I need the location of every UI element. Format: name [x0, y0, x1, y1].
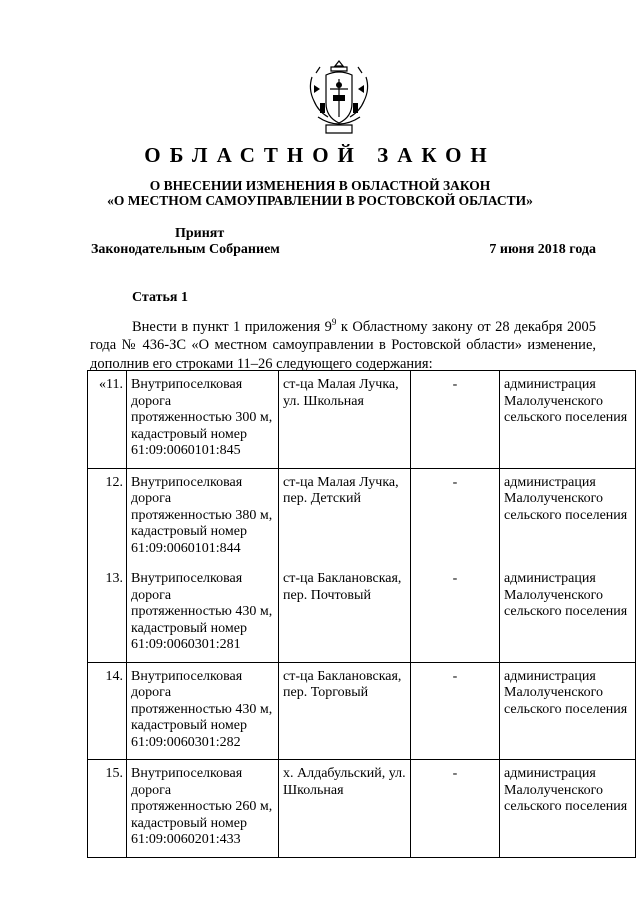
- object-location: ст-ца Малая Лучка, пер. Детский: [279, 468, 411, 565]
- coat-of-arms-icon: [304, 57, 374, 139]
- object-holder: администрация Малолученского сельского поселения: [500, 760, 636, 858]
- article-heading: Статья 1: [132, 290, 188, 305]
- object-description: Внутрипоселковая дорога протяженностью 430 м, кадастровый номер 61:09:0060301:282: [127, 662, 279, 760]
- object-description: Внутрипоселковая дорога протяженностью 430 м, кадастровый номер 61:09:0060301:281: [127, 565, 279, 662]
- object-area: -: [411, 760, 500, 858]
- object-holder: администрация Малолученского сельского поселения: [500, 371, 636, 469]
- table-row: [88, 760, 636, 858]
- object-holder: администрация Малолученского сельского поселения: [500, 565, 636, 662]
- object-location: ст-ца Баклановская, пер. Торговый: [279, 662, 411, 760]
- adoption-date: 7 июня 2018 года: [489, 242, 596, 257]
- object-holder: администрация Малолученского сельского поселения: [500, 468, 636, 565]
- object-description: Внутрипоселковая дорога протяженностью 260 м, кадастровый номер 61:09:0060201:433: [127, 760, 279, 858]
- object-location: х. Алдабульский, ул. Школьная: [279, 760, 411, 858]
- row-number: 12.: [88, 468, 127, 565]
- adopted-label: Принят: [175, 226, 225, 241]
- amendment-table: [87, 370, 636, 858]
- row-number: 13.: [88, 565, 127, 662]
- object-location: ст-ца Малая Лучка, ул. Школьная: [279, 371, 411, 469]
- object-description: Внутрипоселковая дорога протяженностью 300 м, кадастровый номер 61:09:0060101:845: [127, 371, 279, 469]
- superscript: 9: [331, 317, 337, 327]
- row-number: 15.: [88, 760, 127, 858]
- table-row: [88, 371, 636, 469]
- paragraph-text-start: Внести в пункт 1 приложения 9: [132, 318, 332, 335]
- document-subtitle-line2: «О МЕСТНОМ САМОУПРАВЛЕНИИ В РОСТОВСКОЙ ОБЛАСТИ»: [107, 193, 533, 208]
- object-location: ст-ца Баклановская, пер. Почтовый: [279, 565, 411, 662]
- row-number: «11.: [88, 371, 127, 469]
- object-area: -: [411, 565, 500, 662]
- object-area: -: [411, 371, 500, 469]
- object-area: -: [411, 468, 500, 565]
- document-title: ОБЛАСТНОЙ ЗАКОН: [144, 143, 496, 167]
- table-row: [88, 662, 636, 760]
- row-number: 14.: [88, 662, 127, 760]
- article-paragraph: [90, 313, 596, 373]
- paragraph-text-end: к Областному закону от 28 декабря 2005 года № 436-ЗС «О местном самоуправлении в Ростовской области» изменение, дополнив его строками 11–26 следующего содержания:: [90, 318, 596, 372]
- object-holder: администрация Малолученского сельского поселения: [500, 662, 636, 760]
- adopted-by: Законодательным Собранием: [91, 242, 280, 257]
- table-row: [88, 468, 636, 565]
- object-description: Внутрипоселковая дорога протяженностью 380 м, кадастровый номер 61:09:0060101:844: [127, 468, 279, 565]
- table-row: [88, 565, 636, 662]
- document-subtitle-line1: О ВНЕСЕНИИ ИЗМЕНЕНИЯ В ОБЛАСТНОЙ ЗАКОН: [149, 178, 491, 193]
- object-area: -: [411, 662, 500, 760]
